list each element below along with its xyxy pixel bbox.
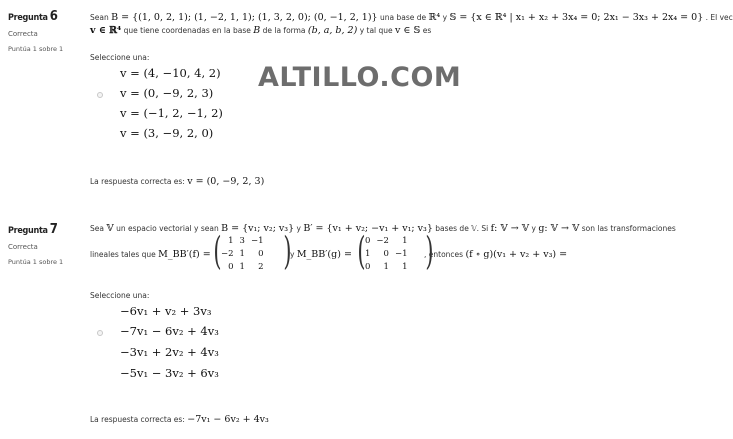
matrix-cell: −2 xyxy=(376,235,389,246)
question-state: Correcta xyxy=(8,243,38,251)
text: Sea xyxy=(90,224,107,233)
math-map-f: f: 𝕍 → 𝕍 xyxy=(490,223,530,234)
option-d[interactable]: v = (3, −9, 2, 0) xyxy=(120,126,214,140)
question-number xyxy=(8,222,63,237)
text: y tal que xyxy=(357,26,396,35)
math-matrix-g-label: M_BB′(g) = xyxy=(296,249,352,260)
question-text-line2-a xyxy=(90,249,211,260)
option-b[interactable]: −7v₁ − 6v₂ + 4v₃ xyxy=(120,324,219,338)
matrix-cell: 1 xyxy=(365,248,371,259)
text: una base de xyxy=(377,13,429,22)
answer-value: v = (0, −9, 2, 3) xyxy=(187,176,265,187)
matrix-cell: 2 xyxy=(258,261,264,272)
question-text-line2-b xyxy=(290,249,352,260)
watermark: ALTILLO.COM xyxy=(258,62,462,93)
paren-right: ) xyxy=(425,229,434,273)
matrix-cell: 1 xyxy=(402,261,408,272)
option-c[interactable]: v = (−1, 2, −1, 2) xyxy=(120,106,223,120)
math-basis: B = {v₁; v₂; v₃} xyxy=(221,223,295,234)
math-membership: v ∈ 𝕊 xyxy=(395,25,421,36)
matrix-cell: 0 xyxy=(383,248,389,259)
text: un espacio vectorial y sean xyxy=(113,224,222,233)
question-grade: Puntúa 1 sobre 1 xyxy=(8,45,64,53)
question-info xyxy=(8,9,63,53)
matrix-cell: 1 xyxy=(239,248,245,259)
option-a[interactable]: −6v₁ + v₂ + 3v₃ xyxy=(120,304,212,318)
matrix-cell: 0 xyxy=(365,235,371,246)
question-number-value: 6 xyxy=(49,9,58,24)
math-vector: v ∈ ℝ⁴ xyxy=(90,25,122,36)
matrix-g xyxy=(357,229,434,273)
math-expression: (f ∘ g)(v₁ + v₂ + v₃) = xyxy=(465,249,568,260)
math-coordinates: (b, a, b, 2) xyxy=(307,25,358,36)
math-basis: B = {(1, 0, 2, 1); (1, −2, 1, 1); (1, 3, 2, 0); (0, −1, 2, 1)} xyxy=(111,12,378,23)
question-number-value: 7 xyxy=(49,222,58,237)
radio-option-b[interactable] xyxy=(97,330,103,336)
question-label: Pregunta xyxy=(8,13,48,23)
question-info xyxy=(8,222,63,266)
answer-label: La respuesta correcta es: xyxy=(90,415,188,424)
math-basis-name: B xyxy=(253,25,261,36)
math-space: 𝕍 xyxy=(106,223,114,234)
matrix-cell: 3 xyxy=(239,235,245,246)
text: y xyxy=(440,13,450,22)
text: y xyxy=(529,224,539,233)
question-text-line1 xyxy=(90,223,676,234)
math-subspace: 𝕊 = {x ∈ ℝ⁴ | x₁ + x₂ + 3x₄ = 0; 2x₁ − 3x₃ + 2x₄ = 0} xyxy=(449,12,704,23)
text: lineales tales que xyxy=(90,250,159,259)
option-d[interactable]: −5v₁ − 3v₂ + 6v₃ xyxy=(120,366,219,380)
paren-left: ( xyxy=(213,229,222,273)
text: que tiene coordenadas en la base xyxy=(121,26,254,35)
correct-answer xyxy=(90,414,269,425)
question-text-line1 xyxy=(90,12,733,23)
math-matrix-f-label: M_BB′(f) = xyxy=(158,249,211,260)
math-map-g: g: 𝕍 → 𝕍 xyxy=(538,223,580,234)
math-space: ℝ⁴ xyxy=(428,12,441,23)
matrix-cell: −2 xyxy=(221,248,234,259)
question-number xyxy=(8,9,63,24)
question-text-line2 xyxy=(90,25,431,36)
text: bases de 𝕍. Si xyxy=(432,224,491,233)
text: y xyxy=(294,224,304,233)
matrix-cell: 1 xyxy=(239,261,245,272)
paren-left: ( xyxy=(357,229,366,273)
select-prompt: Seleccione una: xyxy=(90,53,150,62)
text: Sean xyxy=(90,13,112,22)
matrix-cell: 1 xyxy=(228,235,234,246)
option-b[interactable]: v = (0, −9, 2, 3) xyxy=(120,86,214,100)
matrix-cell: −1 xyxy=(394,248,408,259)
option-a[interactable]: v = (4, −10, 4, 2) xyxy=(120,66,221,80)
answer-value: −7v₁ − 6v₂ + 4v₃ xyxy=(187,414,269,425)
text: son las transformaciones xyxy=(579,224,676,233)
text: de la forma xyxy=(260,26,308,35)
select-prompt: Seleccione una: xyxy=(90,291,150,300)
matrix-cell: 1 xyxy=(383,261,389,272)
text: . El vec xyxy=(703,13,733,22)
correct-answer xyxy=(90,176,264,187)
matrix-cell: −1 xyxy=(250,235,264,246)
matrix-cell: 1 xyxy=(402,235,408,246)
answer-label: La respuesta correcta es: xyxy=(90,177,188,186)
question-text-line2-c xyxy=(424,249,567,260)
text: , entonces xyxy=(424,250,466,259)
question-label: Pregunta xyxy=(8,226,48,236)
text: es xyxy=(420,26,432,35)
math-basis-prime: B′ = {v₁ + v₂; −v₁ + v₁; v₃} xyxy=(303,223,433,234)
matrix-cell: 0 xyxy=(365,261,371,272)
paren-right: ) xyxy=(283,229,292,273)
radio-option-b[interactable] xyxy=(97,92,103,98)
text: y xyxy=(290,250,297,259)
matrix-cell: 0 xyxy=(258,248,264,259)
question-grade: Puntúa 1 sobre 1 xyxy=(8,258,64,266)
question-state: Correcta xyxy=(8,30,38,38)
matrix-cell: 0 xyxy=(228,261,234,272)
matrix-f xyxy=(213,229,292,273)
option-c[interactable]: −3v₁ + 2v₂ + 4v₃ xyxy=(120,345,219,359)
